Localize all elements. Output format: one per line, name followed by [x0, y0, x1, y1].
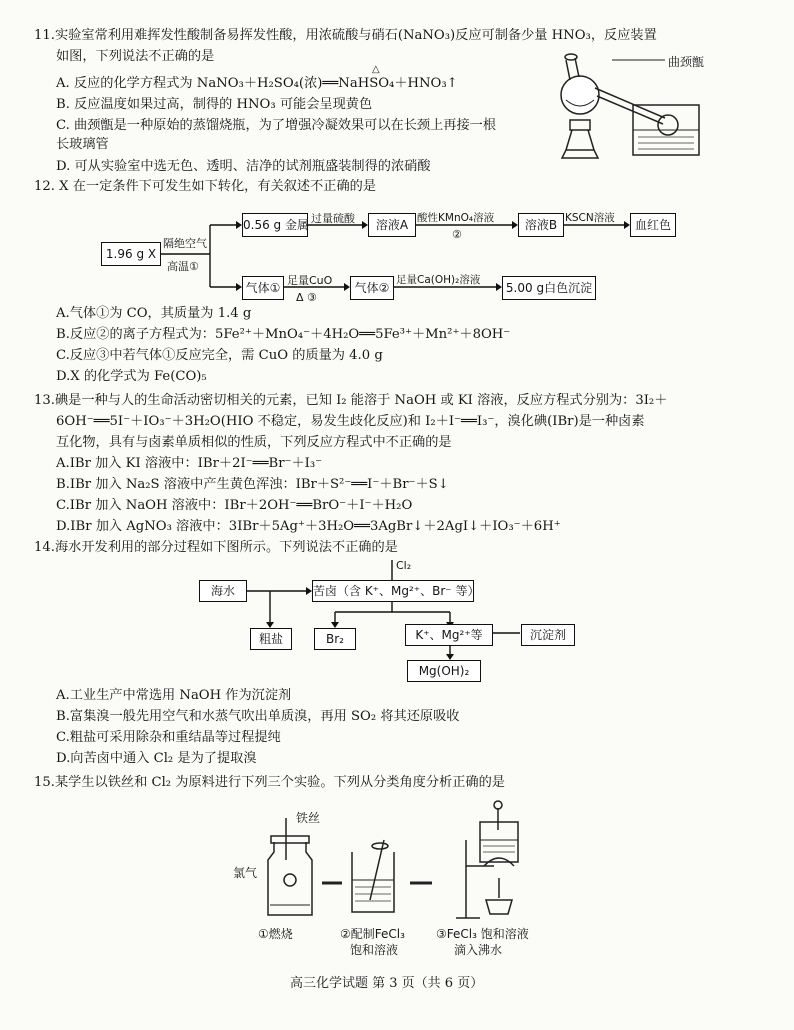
q12-option-c: C.反应③中若气体①反应完全，需 CuO 的质量为 4.0 g — [56, 348, 383, 363]
iron-wire-label: 铁丝 — [296, 811, 321, 825]
q12-stem: 12. X 在一定条件下可发生如下转化，有关叙述不正确的是 — [34, 179, 377, 194]
q14-stem: 14.海水开发利用的部分过程如下图所示。下列说法不正确的是 — [34, 540, 398, 555]
q14-option-a: A.工业生产中常选用 NaOH 作为沉淀剂 — [56, 688, 292, 703]
flow-cond-high-temp: 高温① — [167, 260, 199, 273]
q11-option-b: B. 反应温度如果过高，制得的 HNO₃ 可能会呈现黄色 — [56, 97, 373, 112]
page-footer: 高三化学试题 第 3 页（共 6 页） — [290, 976, 484, 991]
chlorine-label: 氯气 — [233, 866, 258, 880]
q13-option-a: A.IBr 加入 KI 溶液中：IBr＋2I⁻══Br⁻＋I₃⁻ — [56, 456, 323, 471]
flow-excess-cuo: 足量CuO — [287, 274, 333, 287]
flow-kscn: KSCN溶液 — [565, 212, 615, 224]
flow-k-mg-ions: K⁺、Mg²⁺等 — [405, 624, 493, 646]
flow-solution-a: 溶液A — [368, 213, 416, 237]
q13-option-c: C.IBr 加入 NaOH 溶液中：IBr＋2OH⁻══BrO⁻＋I⁻＋H₂O — [56, 498, 413, 513]
flow-start-x: 1.96 g X — [101, 242, 161, 266]
flow-magnesium-hydroxide: Mg(OH)₂ — [407, 660, 481, 682]
q12-option-d: D.X 的化学式为 Fe(CO)₅ — [56, 369, 207, 384]
flow-chlorine-input: Cl₂ — [396, 559, 412, 572]
q12-option-b: B.反应②的离子方程式为：5Fe²⁺＋MnO₄⁻＋4H₂O══5Fe³⁺＋Mn²⁺＋8OH⁻ — [56, 327, 511, 342]
flow-cuo-condition: Δ ③ — [296, 291, 317, 304]
step-3-add-a: ③FeCl₃ 饱和溶液 — [436, 927, 529, 941]
step-2-prepare-b: 饱和溶液 — [350, 943, 399, 957]
q15-stem: 15.某学生以铁丝和 Cl₂ 为原料进行下列三个实验。下列从分类角度分析正确的是 — [34, 775, 505, 790]
step-3-add-b: 滴入沸水 — [454, 943, 503, 957]
flow-gas-1: 气体① — [242, 276, 284, 300]
flow-metal: 0.56 g 金属 — [242, 213, 308, 237]
q11-option-a: A. 反应的化学方程式为 NaNO₃＋H₂SO₄(浓)══NaHSO₄＋HNO₃↑ — [56, 76, 458, 91]
flow-precipitant: 沉淀剂 — [521, 624, 575, 646]
flow-acidic-kmno4: 酸性KMnO₄溶液 — [417, 212, 495, 224]
q14-option-b: B.富集溴一般先用空气和水蒸气吹出单质溴，再用 SO₂ 将其还原吸收 — [56, 709, 460, 724]
q13-line3: 互化物，具有与卤素单质相似的性质，下列反应方程式中不正确的是 — [56, 435, 452, 450]
step-2-prepare-a: ②配制FeCl₃ — [340, 927, 405, 941]
q14-option-c: C.粗盐可采用除杂和重结晶等过程提纯 — [56, 730, 281, 745]
flow-bittern: 苦卤（含 K⁺、Mg²⁺、Br⁻ 等） — [312, 580, 474, 602]
flow-excess-sulfuric-acid: 过量硫酸 — [311, 212, 355, 225]
flow-white-precipitate: 5.00 g白色沉淀 — [502, 276, 596, 300]
flow-solution-b: 溶液B — [518, 213, 564, 237]
flow-step-2: ② — [452, 228, 462, 241]
q11-heat-condition: △ — [372, 64, 380, 75]
q11-option-c-1: C. 曲颈甑是一种原始的蒸馏烧瓶，为了增强冷凝效果可以在长颈上再接一根 — [56, 118, 497, 133]
q13-line1: 13.碘是一种与人的生命活动密切相关的元素，已知 I₂ 能溶于 NaOH 或 KI 溶液，反应方程式分别为：3I₂＋ — [34, 393, 668, 408]
flow-blood-red: 血红色 — [630, 213, 676, 237]
q11-line1: 11.实验室常利用难挥发性酸制备易挥发性酸，用浓硫酸与硝石(NaNO₃)反应可制备少量 HNO₃，反应装置 — [34, 28, 657, 43]
flow-cond-isolate-air: 隔绝空气 — [163, 237, 207, 250]
flow-crude-salt: 粗盐 — [250, 628, 292, 650]
retort-label: 曲颈甑 — [668, 55, 705, 69]
q14-option-d: D.向苦卤中通入 Cl₂ 是为了提取溴 — [56, 751, 257, 766]
q11-option-d: D. 可从实验室中选无色、透明、洁净的试剂瓶盛装制得的浓硝酸 — [56, 159, 431, 174]
q12-option-a: A.气体①为 CO，其质量为 1.4 g — [56, 306, 252, 321]
q11-option-c-2: 长玻璃管 — [56, 137, 109, 152]
flow-excess-caoh2: 足量Ca(OH)₂溶液 — [396, 274, 481, 286]
q13-option-b: B.IBr 加入 Na₂S 溶液中产生黄色浑浊：IBr＋S²⁻══I⁻＋Br⁻＋S↓ — [56, 477, 449, 492]
flow-seawater: 海水 — [199, 580, 247, 602]
step-1-combustion: ①燃烧 — [258, 927, 293, 941]
q11-line2: 如图，下列说法不正确的是 — [56, 49, 215, 64]
flow-gas-2: 气体② — [350, 276, 394, 300]
flow-bromine: Br₂ — [314, 628, 356, 650]
q13-option-d: D.IBr 加入 AgNO₃ 溶液中：3IBr＋5Ag⁺＋3H₂O══3AgBr↓＋2AgI↓＋IO₃⁻＋6H⁺ — [56, 519, 561, 534]
q13-line2: 6OH⁻══5I⁻＋IO₃⁻＋3H₂O(HIO 不稳定，易发生歧化反应)和 I₂＋I⁻══I₃⁻，溴化碘(IBr)是一种卤素 — [56, 414, 645, 429]
